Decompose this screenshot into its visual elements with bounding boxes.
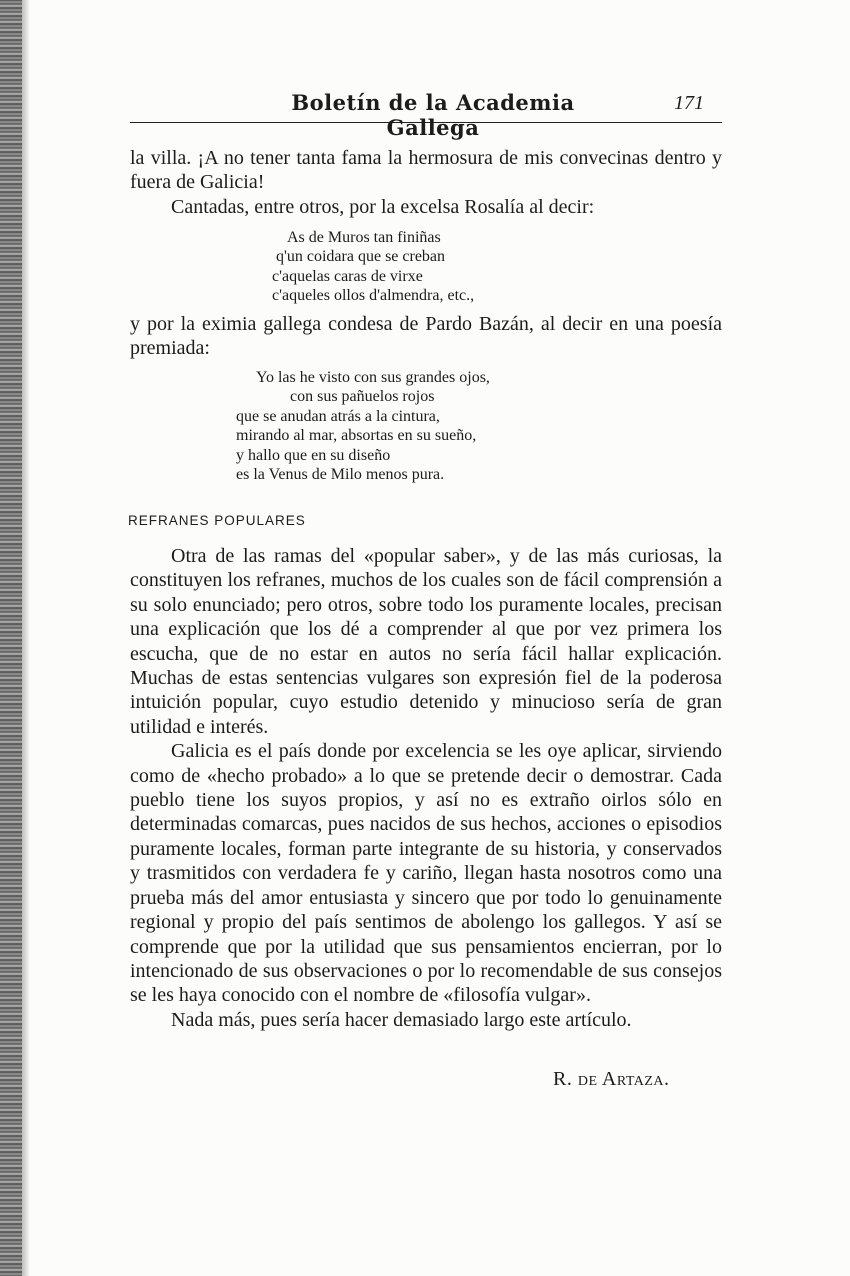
verse-line: es la Venus de Milo menos pura. [236, 466, 445, 484]
page-binding-edge [0, 0, 22, 1276]
body-block-3 [130, 544, 722, 1032]
running-title: Boletín de la Academia Gallega [291, 90, 575, 140]
verse-line: Yo las he visto con sus grandes ojos, [256, 369, 490, 386]
binding-shadow [22, 0, 30, 1276]
verse-line: As de Muros tan finiñas [287, 229, 441, 246]
paragraph-rosalia-intro: Cantadas, entre otros, por la excelsa Rosalía al decir: [171, 195, 595, 218]
page-number: 171 [674, 92, 704, 114]
paragraph-continuation: la villa. ¡A no tener tanta fama la hermosura de mis convecinas dentro y fuera de Galicia! [130, 147, 722, 194]
verse-pardo-bazan [236, 368, 490, 484]
verse-line: mirando al mar, absortas en su sueño, [236, 427, 477, 445]
verse-line: con sus pañuelos rojos [290, 388, 435, 406]
body-block-2 [130, 312, 722, 361]
paragraph-galicia: Galicia es el país donde por excelencia se les oye aplicar, sirviendo como de «hecho probado» a lo que se pretende decir o demostrar. Cada pueblo tiene los suyos propios, y así no es extraño oirlos sólo en determinadas comarcas, pues nacidos de sus hechos, acciones o episodios puramente locales, forman parte integrante de su historia, y conservados y trasmitidos con verdadera fe y cariño, llegan hasta nosotros como una prueba más del amor entusiasta y sincero que por todo lo genuinamente regional y propio del país sentimos de abolengo los gallegos. Y así se comprende que por la utilidad que sus pensamientos encierran, por lo intencionado de sus observaciones o por lo recomendable de sus consejos se les haya conocido con el nombre de «filosofía vulgar». [130, 740, 722, 1007]
verse-line: que se anudan atrás a la cintura, [236, 407, 440, 425]
running-header [130, 90, 722, 140]
paragraph-pardo-bazan-intro: y por la eximia gallega condesa de Pardo Bazán, al decir en una poesía premiada: [130, 313, 722, 360]
verse-rosalia [272, 228, 474, 306]
body-block-1 [130, 146, 722, 219]
verse-line: c'aquelas caras de virxe [272, 267, 423, 285]
author-signature: R. de Artaza. [553, 1068, 670, 1090]
paragraph-refranes: Otra de las ramas del «popular saber», y de las más curiosas, la constituyen los refranes, muchos de los cuales son de fácil comprensión a su solo enunciado; pero otros, sobre todo los puramente locales, precisan una explicación que los dé a comprender al que por vez primera los escucha, que de no estar en autos no sería fácil hallar explicación. Muchas de estas sentencias vulgares son expresión fiel de la poderosa intuición popular, cuyo estudio detenido y minucioso sería de gran utilidad e interés. [130, 545, 722, 738]
section-heading: REFRANES POPULARES [128, 513, 306, 528]
verse-line: c'aqueles ollos d'almendra, etc., [272, 287, 475, 305]
paragraph-closing: Nada más, pues sería hacer demasiado largo este artículo. [171, 1008, 632, 1031]
verse-line: y hallo que en su diseño [236, 446, 391, 464]
verse-line: q'un coidara que se creban [276, 248, 446, 266]
